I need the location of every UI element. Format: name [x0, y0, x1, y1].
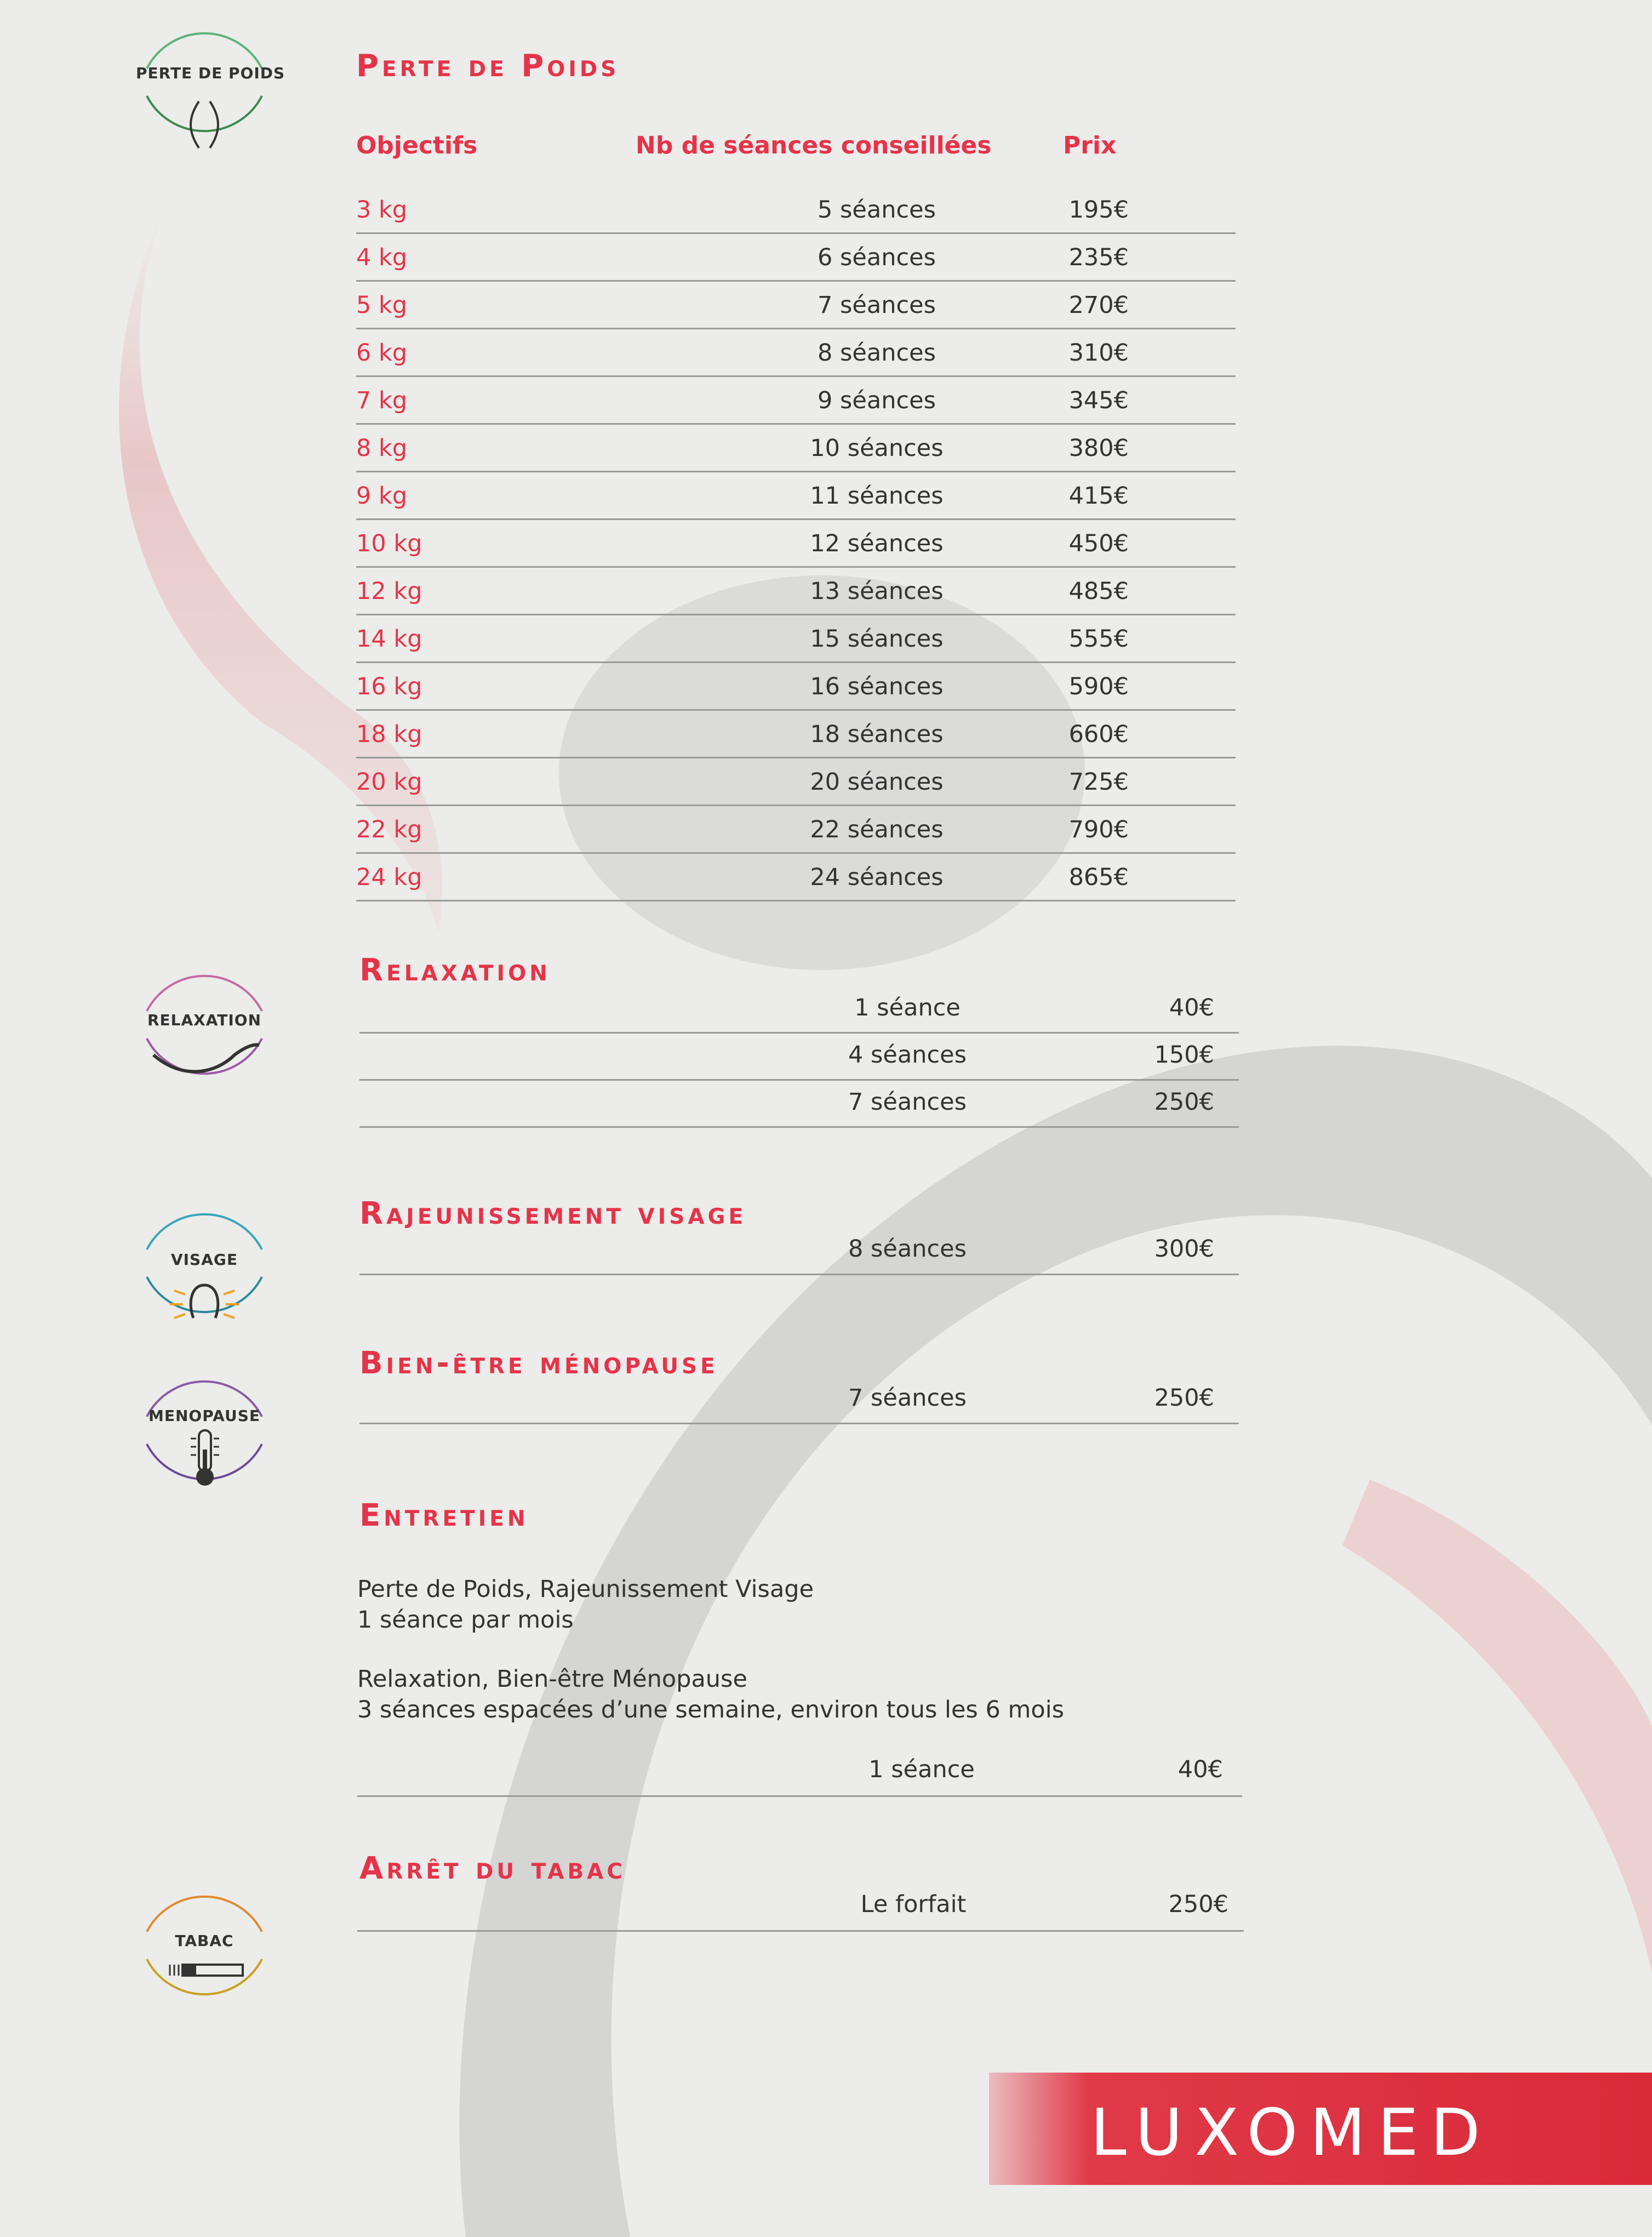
table-row [356, 567, 1236, 615]
table-row [359, 986, 1239, 1034]
seances-cell: 20 séances [810, 768, 944, 796]
paragraph-line: Relaxation, Bien-être Ménopause [357, 1665, 747, 1693]
price-cell: 235€ [1068, 244, 1129, 271]
objectif-cell: 16 kg [356, 673, 422, 700]
entretien-paragraph-1 [357, 1574, 814, 1635]
price-cell: 660€ [1068, 721, 1129, 748]
hourglass-curves-icon [136, 14, 285, 151]
menopause-badge [136, 1362, 273, 1499]
objectif-cell: 18 kg [356, 721, 422, 748]
icon-label: RELAXATION [147, 1011, 262, 1029]
price-cell: 380€ [1068, 435, 1129, 462]
seances-cell: 10 séances [810, 435, 944, 462]
tabac-heading: Arrêt du tabac [359, 1851, 626, 1886]
menopause-row [359, 1377, 1239, 1424]
seances-cell: 5 séances [818, 196, 936, 224]
price-cell: 40€ [1177, 1756, 1223, 1783]
table-row [356, 471, 1236, 520]
table-row [356, 185, 1236, 234]
column-header-objectifs: Objectifs [356, 132, 478, 159]
table-row [356, 233, 1236, 282]
table-row [356, 424, 1236, 472]
table-row [356, 853, 1236, 901]
seances-cell: 15 séances [810, 625, 944, 653]
seances-cell: 7 séances [848, 1088, 967, 1116]
objectif-cell: 22 kg [356, 816, 422, 843]
table-row [356, 519, 1236, 568]
table-row [356, 757, 1236, 806]
table-row [356, 281, 1236, 329]
seances-cell: 24 séances [810, 864, 944, 891]
seances-cell: 11 séances [810, 482, 944, 510]
tabac-row [357, 1883, 1244, 1932]
thermometer-icon [136, 1362, 273, 1499]
price-cell: 250€ [1154, 1384, 1214, 1412]
column-header-seances: Nb de séances conseillées [636, 132, 992, 159]
price-cell: 40€ [1169, 994, 1214, 1022]
objectif-cell: 7 kg [356, 387, 408, 414]
perte-de-poids-badge [136, 14, 285, 151]
objectif-cell: 14 kg [356, 625, 422, 653]
objectif-cell: 6 kg [356, 339, 408, 367]
table-row [356, 614, 1236, 663]
seances-cell: 13 séances [810, 578, 944, 605]
table-row [359, 1034, 1239, 1081]
table-row [356, 710, 1236, 758]
table-row [359, 1081, 1239, 1128]
price-cell: 195€ [1068, 196, 1129, 224]
price-cell: 865€ [1068, 864, 1129, 891]
seances-cell: 1 séance [868, 1756, 975, 1783]
paragraph-line: Perte de Poids, Rajeunissement Visage [357, 1576, 814, 1603]
icon-label: PERTE DE POIDS [136, 64, 285, 82]
objectif-cell: 24 kg [356, 864, 422, 891]
icon-label: MENOPAUSE [148, 1407, 260, 1425]
seances-cell: 22 séances [810, 816, 944, 843]
perte-de-poids-heading: Perte de Poids [356, 48, 620, 84]
table-row [356, 662, 1236, 711]
entretien-paragraph-2 [357, 1664, 1064, 1725]
icon-label: VISAGE [170, 1251, 238, 1269]
seances-cell: 4 séances [848, 1041, 967, 1069]
rajeunissement-heading: Rajeunissement visage [359, 1196, 747, 1231]
price-cell: 485€ [1068, 578, 1129, 605]
visage-badge [136, 1195, 273, 1332]
rajeunissement-row [359, 1228, 1239, 1275]
seances-cell: 7 séances [818, 292, 936, 319]
objectif-cell: 3 kg [356, 196, 408, 224]
table-row [356, 805, 1236, 854]
seances-cell: Le forfait [860, 1891, 967, 1918]
column-header-prix: Prix [1063, 132, 1117, 159]
entretien-row [357, 1748, 1242, 1797]
price-cell: 150€ [1154, 1041, 1214, 1069]
seances-cell: 9 séances [818, 387, 936, 414]
price-cell: 270€ [1068, 292, 1129, 319]
price-cell: 555€ [1068, 625, 1129, 653]
table-row [356, 328, 1236, 377]
price-cell: 345€ [1068, 387, 1129, 414]
brand-logo: LUXOMED [1090, 2095, 1493, 2170]
entretien-heading: Entretien [359, 1498, 529, 1533]
price-cell: 590€ [1068, 673, 1129, 700]
icon-label: TABAC [175, 1932, 234, 1950]
objectif-cell: 8 kg [356, 435, 408, 462]
price-cell: 415€ [1068, 482, 1129, 510]
price-cell: 250€ [1168, 1891, 1228, 1918]
table-row [356, 376, 1236, 425]
objectif-cell: 12 kg [356, 578, 422, 605]
price-cell: 300€ [1154, 1235, 1214, 1263]
price-cell: 310€ [1068, 339, 1129, 367]
paragraph-line: 1 séance par mois [357, 1606, 574, 1634]
seances-cell: 8 séances [848, 1235, 967, 1263]
tabac-badge [136, 1877, 273, 2014]
paragraph-line: 3 séances espacées d’une semaine, environ tous les 6 mois [357, 1696, 1065, 1724]
objectif-cell: 20 kg [356, 768, 422, 796]
objectif-cell: 9 kg [356, 482, 408, 510]
seances-cell: 7 séances [848, 1384, 967, 1412]
seances-cell: 16 séances [810, 673, 944, 700]
price-cell: 250€ [1154, 1088, 1214, 1116]
price-cell: 790€ [1068, 816, 1129, 843]
seances-cell: 8 séances [818, 339, 936, 367]
objectif-cell: 4 kg [356, 244, 408, 271]
price-cell: 450€ [1068, 530, 1129, 557]
seances-cell: 12 séances [810, 530, 944, 557]
menopause-heading: Bien-être ménopause [359, 1345, 718, 1381]
seances-cell: 6 séances [818, 244, 936, 271]
relaxation-badge [136, 956, 273, 1093]
relaxation-heading: Relaxation [359, 952, 551, 988]
price-cell: 725€ [1068, 768, 1129, 796]
seances-cell: 18 séances [810, 721, 944, 748]
objectif-cell: 5 kg [356, 292, 408, 319]
seances-cell: 1 séance [854, 994, 961, 1022]
objectif-cell: 10 kg [356, 530, 422, 557]
